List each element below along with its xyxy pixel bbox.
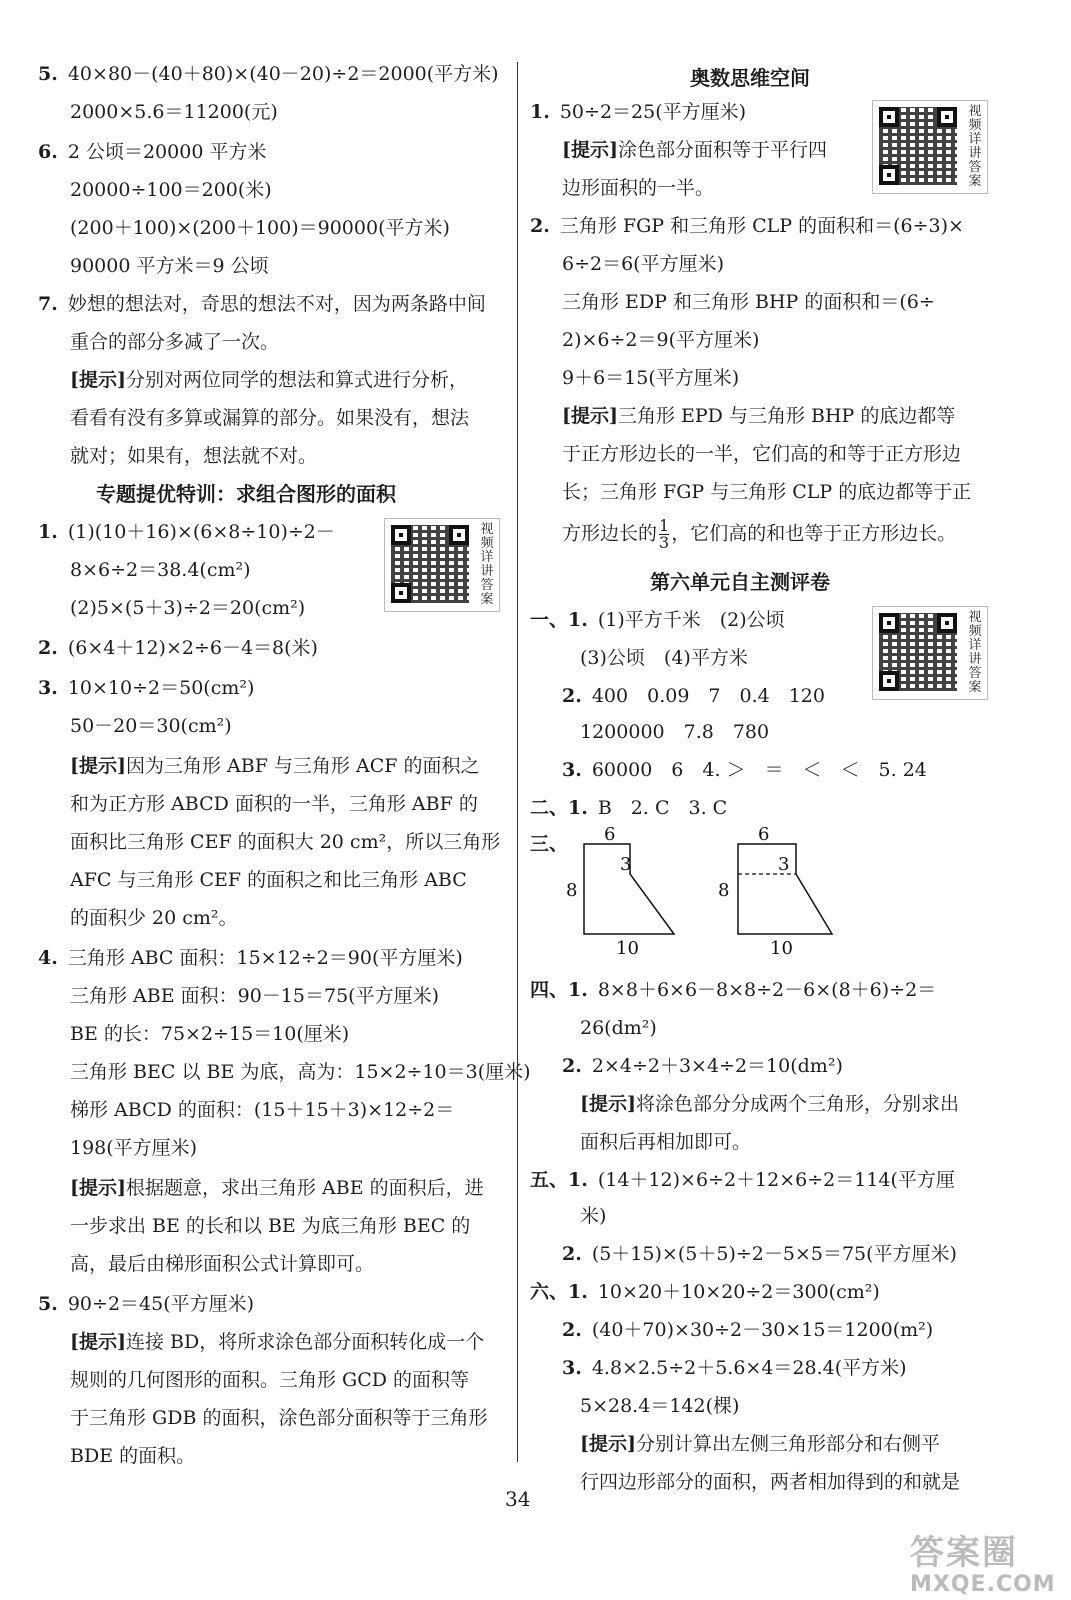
item-number: 五、1. bbox=[530, 1169, 588, 1191]
line-text: 60000 6 4. ＞ ＝ ＜ ＜ 5. 24 bbox=[591, 759, 927, 781]
answer-line bbox=[70, 100, 278, 124]
line-text: 边形面积的一半。 bbox=[562, 177, 715, 199]
line-text: 50÷2＝25(平方厘米) bbox=[559, 101, 747, 123]
watermark-url: MXQE.COM bbox=[910, 1572, 1056, 1597]
answer-line bbox=[562, 176, 714, 200]
hint-label: [提示] bbox=[580, 1093, 636, 1115]
line-text: BDE 的面积。 bbox=[70, 1445, 196, 1467]
line-text: 将涂色部分分成两个三角形，分别求出 bbox=[635, 1093, 959, 1115]
fraction-line bbox=[562, 518, 956, 551]
answer-line bbox=[70, 596, 305, 620]
line-text: 连接 BD，将所求涂色部分面积转化成一个 bbox=[125, 1331, 485, 1353]
answer-line bbox=[38, 676, 254, 700]
line-text: AFC 与三角形 CEF 的面积之和比三角形 ABC bbox=[70, 869, 467, 891]
answer-line bbox=[580, 1016, 657, 1040]
figure-1-mid-label: 3 bbox=[620, 854, 632, 875]
watermark bbox=[910, 1525, 1056, 1597]
line-text: (5＋15)×(5＋5)÷2－5×5＝75(平方厘米) bbox=[591, 1243, 957, 1265]
line-text: 分别对两位同学的想法和算式进行分析， bbox=[125, 369, 468, 391]
answer-line bbox=[580, 1204, 606, 1228]
answer-line bbox=[70, 906, 238, 930]
answer-line bbox=[70, 1406, 487, 1430]
answer-line bbox=[70, 1022, 349, 1046]
line-text: (3)公顷 (4)平方米 bbox=[580, 647, 748, 669]
line-text: 看看有没有多算或漏算的部分。如果没有，想法 bbox=[70, 407, 470, 429]
line-text: 就对；如果有，想法就不对。 bbox=[70, 445, 318, 467]
figure-2-mid-label: 3 bbox=[778, 854, 790, 875]
item-number: 1. bbox=[38, 521, 58, 543]
qr-finder bbox=[937, 613, 957, 633]
answer-line bbox=[70, 830, 500, 854]
answer-line bbox=[70, 1368, 469, 1392]
line-text: 涂色部分面积等于平行四 bbox=[617, 139, 827, 161]
answer-line bbox=[562, 328, 759, 352]
line-text: (14＋12)×6÷2＋12×6÷2＝114(平方厘 bbox=[597, 1169, 955, 1191]
item-number: 4. bbox=[38, 947, 58, 969]
section-heading-composite-area: 专题提优特训：求组合图形的面积 bbox=[96, 482, 396, 506]
line-text: 8×6÷2＝38.4(cm²) bbox=[70, 559, 251, 581]
line-text: 26(dm²) bbox=[580, 1017, 657, 1039]
line-text: 三角形 BEC 以 BE 为底，高为：15×2÷10＝3(厘米) bbox=[70, 1061, 531, 1083]
answer-line bbox=[70, 984, 439, 1008]
column-divider bbox=[517, 62, 518, 1462]
line-text: 米) bbox=[580, 1205, 607, 1227]
line-text: (200＋100)×(200＋100)＝90000(平方米) bbox=[70, 217, 450, 239]
qr-finder bbox=[391, 525, 411, 545]
line-text: 梯形 ABCD 的面积：(15＋15＋3)×12÷2＝ bbox=[70, 1099, 455, 1121]
answer-line bbox=[580, 1130, 751, 1154]
answer-line bbox=[562, 1356, 907, 1380]
item-number: 2. bbox=[562, 1319, 582, 1341]
qr-code-1[interactable] bbox=[384, 518, 500, 612]
line-text: 分别计算出左侧三角形部分和右侧平 bbox=[635, 1433, 940, 1455]
line-text: 20000÷100＝200(米) bbox=[70, 179, 272, 201]
answer-line bbox=[70, 444, 317, 468]
answer-line bbox=[70, 368, 468, 392]
line-text: 40×80－(40＋80)×(40－20)÷2＝2000(平方米) bbox=[67, 63, 499, 85]
answer-line bbox=[562, 290, 935, 314]
line-text: 2×4÷2＋3×4÷2＝10(dm²) bbox=[591, 1055, 843, 1077]
line-text: 三角形 FGP 和三角形 CLP 的面积和＝(6÷3)× bbox=[559, 215, 964, 237]
answer-line bbox=[530, 796, 727, 820]
answer-line bbox=[70, 178, 272, 202]
qr-finder bbox=[879, 107, 899, 127]
answer-line bbox=[38, 292, 486, 316]
answer-line bbox=[562, 1054, 843, 1078]
item-number: 一、1. bbox=[530, 609, 588, 631]
item-number: 二、1. bbox=[530, 797, 588, 819]
line-text: (2)5×(5＋3)÷2＝20(cm²) bbox=[70, 597, 306, 619]
answer-line bbox=[562, 138, 827, 162]
line-text: 198(平方厘米) bbox=[70, 1137, 198, 1159]
answer-line bbox=[70, 558, 251, 582]
qr-finder bbox=[449, 525, 469, 545]
line-text: 面积比三角形 CEF 的面积大 20 cm²，所以三角形 bbox=[70, 831, 501, 853]
answer-line bbox=[580, 1470, 960, 1494]
item-number: 2. bbox=[38, 637, 58, 659]
answer-line bbox=[70, 406, 469, 430]
line-text: 的面积少 20 cm²。 bbox=[70, 907, 238, 929]
item-number: 5. bbox=[38, 63, 58, 85]
item-number: 5. bbox=[38, 1293, 58, 1315]
line-text: 1200000 7.8 780 bbox=[580, 721, 770, 743]
line-text: 规则的几何图形的面积。三角形 GCD 的面积等 bbox=[70, 1369, 470, 1391]
answer-line bbox=[70, 1136, 197, 1160]
answer-line bbox=[562, 366, 739, 390]
trapezoid-figures bbox=[560, 822, 860, 962]
answer-line bbox=[530, 100, 746, 124]
fraction-denominator: 3 bbox=[659, 533, 670, 552]
answer-line bbox=[562, 404, 955, 428]
qr-finder bbox=[879, 613, 899, 633]
line-text: 一步求出 BE 的长和以 BE 为底三角形 BEC 的 bbox=[70, 1215, 471, 1237]
fraction-line-after: ，它们高的和也等于正方形边长。 bbox=[671, 522, 957, 545]
line-text: 长；三角形 FGP 与三角形 CLP 的底边都等于正 bbox=[562, 481, 972, 503]
line-text: (40＋70)×30÷2－30×15＝1200(m²) bbox=[591, 1319, 934, 1341]
qr-caption: 视频详讲答案 bbox=[968, 610, 982, 695]
answer-line bbox=[70, 714, 232, 738]
fraction-one-third bbox=[659, 518, 669, 551]
answer-line bbox=[580, 1394, 739, 1418]
figure-1-bottom-label: 10 bbox=[616, 938, 639, 959]
line-text: 三角形 EDP 和三角形 BHP 的面积和＝(6÷ bbox=[562, 291, 935, 313]
page-number: 34 bbox=[505, 1487, 531, 1511]
answer-line bbox=[530, 1280, 880, 1304]
item-number: 3. bbox=[562, 759, 582, 781]
answer-line bbox=[562, 442, 961, 466]
line-text: BE 的长：75×2÷15＝10(厘米) bbox=[70, 1023, 350, 1045]
line-text: 9＋6＝15(平方厘米) bbox=[562, 367, 740, 389]
answer-line bbox=[530, 1168, 955, 1192]
hint-label: [提示] bbox=[70, 1177, 126, 1199]
answer-line bbox=[70, 1252, 374, 1276]
figure-2-bottom-label: 10 bbox=[770, 938, 793, 959]
line-text: B 2. C 3. C bbox=[597, 797, 728, 819]
line-text: 高，最后由梯形面积公式计算即可。 bbox=[70, 1253, 375, 1275]
answer-line bbox=[70, 1330, 484, 1354]
qr-finder bbox=[879, 671, 899, 691]
answer-line bbox=[562, 480, 971, 504]
figure-2-side-label: 8 bbox=[718, 880, 730, 901]
line-text: 5×28.4＝142(棵) bbox=[580, 1395, 740, 1417]
qr-caption: 视频详讲答案 bbox=[968, 104, 982, 189]
line-text: (6×4＋12)×2÷6－4＝8(米) bbox=[67, 637, 318, 659]
hint-label: [提示] bbox=[70, 369, 126, 391]
line-text: 10×10÷2＝50(cm²) bbox=[67, 677, 255, 699]
line-text: 因为三角形 ABF 与三角形 ACF 的面积之 bbox=[125, 755, 480, 777]
answer-line bbox=[70, 1444, 195, 1468]
line-text: 行四边形部分的面积，两者相加得到的和就是 bbox=[580, 1471, 961, 1493]
watermark-logo: 答案圈 bbox=[910, 1533, 1018, 1573]
figure-1 bbox=[566, 824, 674, 959]
qr-code-2[interactable] bbox=[872, 100, 988, 194]
answer-line bbox=[562, 1318, 933, 1342]
answer-line bbox=[530, 214, 964, 238]
line-text: 2 公顷＝20000 平方米 bbox=[67, 141, 267, 163]
answer-line bbox=[70, 216, 450, 240]
item-number: 7. bbox=[38, 293, 58, 315]
line-text: (1)(10＋16)×(6×8÷10)÷2－ bbox=[67, 521, 335, 543]
line-text: 根据题意，求出三角形 ABE 的面积后，进 bbox=[125, 1177, 484, 1199]
answer-line bbox=[530, 608, 785, 632]
answer-line bbox=[38, 520, 335, 544]
answer-line bbox=[580, 1092, 959, 1116]
answer-line bbox=[70, 1214, 470, 1238]
line-text: 重合的部分多减了一次。 bbox=[70, 331, 280, 353]
line-text: 50－20＝30(cm²) bbox=[70, 715, 232, 737]
line-text: 面积后再相加即可。 bbox=[580, 1131, 752, 1153]
answer-line bbox=[580, 646, 748, 670]
item-number: 2. bbox=[530, 215, 550, 237]
item-number: 2. bbox=[562, 685, 582, 707]
line-text: 于正方形边长的一半，它们高的和等于正方形边 bbox=[562, 443, 962, 465]
answer-line bbox=[530, 978, 936, 1002]
line-text: 和为正方形 ABCD 面积的一半，三角形 ABF 的 bbox=[70, 793, 478, 815]
line-text: (1)平方千米 (2)公顷 bbox=[597, 609, 785, 631]
answer-line bbox=[70, 254, 269, 278]
line-text: 90÷2＝45(平方厘米) bbox=[67, 1293, 255, 1315]
answer-line bbox=[70, 792, 478, 816]
answer-line bbox=[38, 62, 499, 86]
answer-line bbox=[70, 754, 479, 778]
section-heading-olympiad: 奥数思维空间 bbox=[690, 66, 810, 90]
qr-finder bbox=[879, 165, 899, 185]
hint-label: [提示] bbox=[562, 139, 618, 161]
figure-2-top-label: 6 bbox=[758, 824, 770, 845]
line-text: 8×8＋6×6－8×8÷2－6×(8＋6)÷2＝ bbox=[597, 979, 937, 1001]
answer-line bbox=[38, 946, 463, 970]
line-text: 10×20＋10×20÷2＝300(cm²) bbox=[597, 1281, 880, 1303]
answer-line bbox=[38, 636, 318, 660]
answer-line bbox=[70, 330, 279, 354]
answer-line bbox=[38, 1292, 254, 1316]
hint-label: [提示] bbox=[70, 1331, 126, 1353]
line-text: 400 0.09 7 0.4 120 bbox=[591, 685, 825, 707]
answer-line bbox=[70, 868, 467, 892]
item-number: 六、1. bbox=[530, 1281, 588, 1303]
qr-finder bbox=[937, 107, 957, 127]
item-number: 四、1. bbox=[530, 979, 588, 1001]
line-text: 90000 平方米＝9 公顷 bbox=[70, 255, 269, 277]
answer-line bbox=[562, 758, 927, 782]
qr-caption: 视频详讲答案 bbox=[480, 522, 494, 607]
fraction-line-before: 方形边长的 bbox=[562, 522, 658, 545]
answer-line bbox=[38, 140, 266, 164]
hint-label: [提示] bbox=[70, 755, 126, 777]
item-number: 3. bbox=[562, 1357, 582, 1379]
item-number: 6. bbox=[38, 141, 58, 163]
section-heading-unit6-test: 第六单元自主测评卷 bbox=[650, 570, 830, 594]
answer-line bbox=[70, 1060, 531, 1084]
answer-line bbox=[562, 252, 724, 276]
item-number: 三、 bbox=[530, 833, 569, 855]
line-text: 三角形 ABE 面积：90－15＝75(平方厘米) bbox=[70, 985, 439, 1007]
qr-finder bbox=[391, 583, 411, 603]
figure-2 bbox=[718, 824, 832, 959]
line-text: 2000×5.6＝11200(元) bbox=[70, 101, 278, 123]
hint-label: [提示] bbox=[562, 405, 618, 427]
answer-line bbox=[70, 1176, 484, 1200]
answer-line bbox=[70, 1098, 454, 1122]
answer-line bbox=[580, 1432, 940, 1456]
item-number: 3. bbox=[38, 677, 58, 699]
line-text: 2)×6÷2＝9(平方厘米) bbox=[562, 329, 760, 351]
line-text: 三角形 ABC 面积：15×12÷2＝90(平方厘米) bbox=[67, 947, 463, 969]
answer-line bbox=[562, 684, 825, 708]
line-text: 4.8×2.5÷2＋5.6×4＝28.4(平方米) bbox=[591, 1357, 907, 1379]
line-text: 于三角形 GDB 的面积，涂色部分面积等于三角形 bbox=[70, 1407, 488, 1429]
answer-line bbox=[562, 1242, 957, 1266]
item-number: 2. bbox=[562, 1243, 582, 1265]
line-text: 三角形 EPD 与三角形 BHP 的底边都等 bbox=[617, 405, 956, 427]
answer-line bbox=[580, 720, 769, 744]
fraction-numerator: 1 bbox=[659, 516, 670, 535]
hint-label: [提示] bbox=[580, 1433, 636, 1455]
figure-1-side-label: 8 bbox=[566, 880, 578, 901]
item-number: 2. bbox=[562, 1055, 582, 1077]
figure-1-top-label: 6 bbox=[604, 824, 616, 845]
qr-code-3[interactable] bbox=[872, 606, 988, 700]
item-number: 1. bbox=[530, 101, 550, 123]
line-text: 6÷2＝6(平方厘米) bbox=[562, 253, 725, 275]
line-text: 妙想的想法对，奇思的想法不对，因为两条路中间 bbox=[67, 293, 486, 315]
